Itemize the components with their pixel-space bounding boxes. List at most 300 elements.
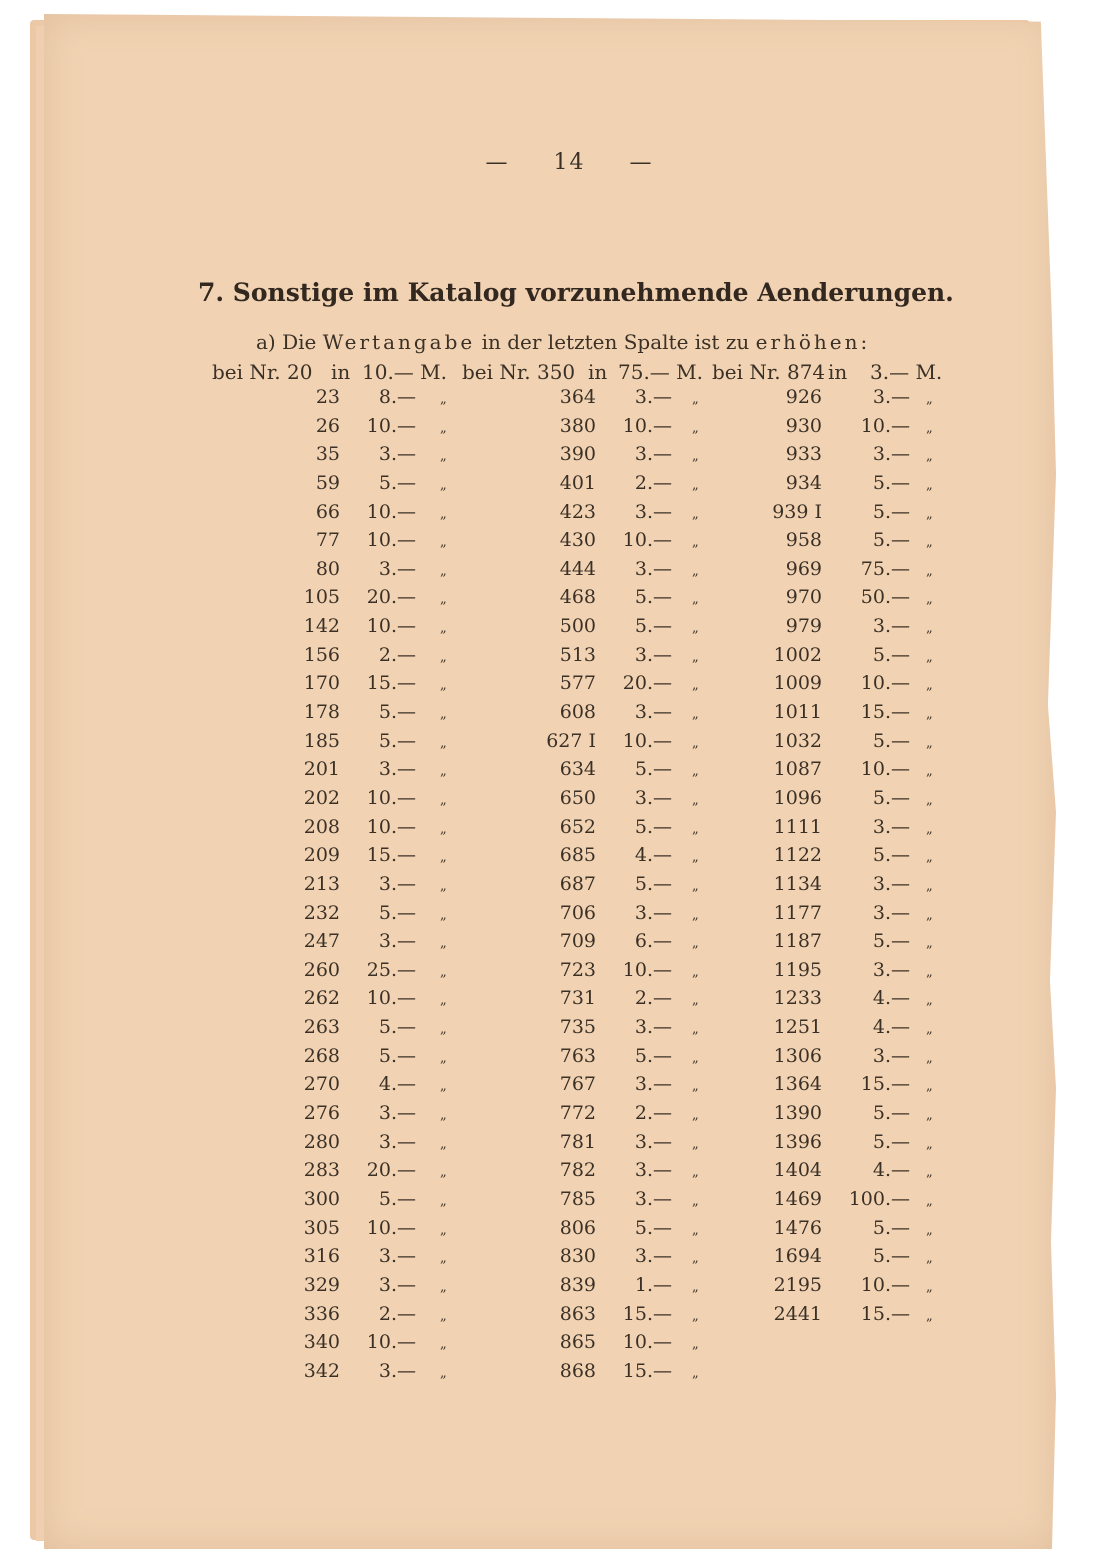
- entry-value: 3.—: [634, 1245, 672, 1268]
- entry-number: 970: [785, 586, 822, 609]
- entry-value: 3.—: [634, 386, 672, 408]
- entry-value: 20.—: [366, 586, 416, 609]
- entry-value: 5.—: [634, 1044, 672, 1067]
- entry-number: 958: [785, 529, 822, 552]
- entry-value: 5.—: [872, 643, 910, 666]
- entry-number: 930: [785, 414, 822, 437]
- entry-number: 979: [785, 615, 822, 638]
- entry-number: 380: [559, 414, 596, 437]
- entry-value: 5.—: [872, 529, 910, 552]
- entry-number: 202: [303, 786, 340, 809]
- entry-value: 10.—: [366, 1216, 416, 1239]
- entry-value: 3.—: [378, 1245, 416, 1268]
- ditto-mark: „: [440, 535, 447, 551]
- ditto-mark: „: [440, 764, 447, 780]
- entry-value: 3.—: [378, 1359, 416, 1382]
- ditto-mark: „: [692, 936, 699, 952]
- col3-first-value: 3.— M.: [870, 360, 943, 384]
- entry-value: 10.—: [366, 414, 416, 437]
- ditto-mark: „: [440, 936, 447, 952]
- ditto-mark: „: [440, 392, 447, 407]
- entry-value: 10.—: [622, 529, 672, 552]
- entry-value: 3.—: [634, 701, 672, 724]
- col2-first-in: in: [588, 360, 608, 384]
- ditto-mark: „: [692, 1222, 699, 1238]
- ditto-mark: „: [926, 1193, 933, 1209]
- entry-number: 577: [559, 672, 596, 695]
- entry-value: 3.—: [872, 386, 910, 408]
- ditto-mark: „: [692, 477, 699, 493]
- entry-value: 5.—: [378, 1044, 416, 1067]
- entry-value: 3.—: [378, 1130, 416, 1153]
- ditto-mark: „: [926, 678, 933, 694]
- ditto-mark: „: [926, 907, 933, 923]
- ditto-mark: „: [440, 1165, 447, 1181]
- entry-number: 723: [559, 958, 596, 981]
- entry-value: 5.—: [872, 786, 910, 809]
- entry-number: 263: [303, 1016, 340, 1039]
- ditto-mark: „: [440, 1308, 447, 1324]
- ditto-mark: „: [692, 392, 699, 407]
- entry-value: 5.—: [872, 1130, 910, 1153]
- entry-value: 5.—: [872, 471, 910, 494]
- entry-number: 270: [303, 1073, 340, 1096]
- ditto-mark: „: [440, 821, 447, 837]
- entry-value: 3.—: [634, 901, 672, 924]
- ditto-mark: „: [692, 1337, 699, 1353]
- entry-value: 5.—: [634, 872, 672, 895]
- entry-number: 329: [303, 1273, 340, 1296]
- ditto-mark: „: [926, 477, 933, 493]
- entry-number: 513: [559, 643, 596, 666]
- entry-value: 10.—: [622, 414, 672, 437]
- ditto-mark: „: [692, 1079, 699, 1095]
- entry-number: 142: [303, 615, 340, 638]
- ditto-mark: „: [692, 907, 699, 923]
- entry-number: 652: [559, 815, 596, 838]
- entry-value: 3.—: [378, 443, 416, 466]
- entry-number: 1177: [773, 901, 822, 924]
- entry-value: 15.—: [860, 1302, 910, 1325]
- ditto-mark: „: [440, 878, 447, 894]
- ditto-mark: „: [440, 1365, 447, 1381]
- ditto-mark: „: [692, 1022, 699, 1038]
- ditto-mark: „: [926, 1108, 933, 1124]
- ditto-mark: „: [926, 993, 933, 1009]
- entry-number: 156: [303, 643, 340, 666]
- entry-value: 10.—: [366, 815, 416, 838]
- entry-number: 1390: [773, 1102, 822, 1125]
- entry-value: 15.—: [622, 1359, 672, 1382]
- entry-value: 3.—: [634, 443, 672, 466]
- entry-value: 10.—: [860, 758, 910, 781]
- ditto-mark: „: [926, 878, 933, 894]
- entry-value: 10.—: [622, 1331, 672, 1354]
- entry-value: 5.—: [378, 1016, 416, 1039]
- entry-value: 75.—: [860, 557, 910, 580]
- subheading-spaced-word-2: erhöhen:: [755, 330, 871, 354]
- entry-value: 3.—: [378, 930, 416, 953]
- entry-value: 10.—: [622, 729, 672, 752]
- entry-value: 10.—: [860, 414, 910, 437]
- entry-value: 100.—: [848, 1187, 910, 1210]
- entry-value: 2.—: [378, 643, 416, 666]
- entry-number: 364: [559, 386, 596, 408]
- entry-number: 59: [315, 471, 340, 494]
- entry-value: 5.—: [634, 586, 672, 609]
- ditto-mark: „: [926, 649, 933, 665]
- entry-value: 3.—: [378, 1273, 416, 1296]
- entry-value: 3.—: [634, 557, 672, 580]
- entry-value: 2.—: [634, 1102, 672, 1125]
- entry-value: 3.—: [378, 872, 416, 895]
- ditto-mark: „: [692, 1193, 699, 1209]
- entry-number: 735: [559, 1016, 596, 1039]
- entry-number: 209: [303, 844, 340, 867]
- entry-number: 232: [303, 901, 340, 924]
- entry-number: 423: [559, 500, 596, 523]
- ditto-mark: „: [440, 477, 447, 493]
- entry-value: 10.—: [366, 615, 416, 638]
- entry-value: 10.—: [860, 1273, 910, 1296]
- col2-first-number: bei Nr. 350: [462, 360, 576, 384]
- entry-value: 5.—: [634, 758, 672, 781]
- entry-number: 1011: [773, 701, 822, 724]
- page-number: [0, 150, 1104, 175]
- entry-value: 3.—: [872, 615, 910, 638]
- ditto-mark: „: [926, 1022, 933, 1038]
- entry-number: 709: [559, 930, 596, 953]
- ditto-mark: „: [440, 621, 447, 637]
- entry-number: 1032: [773, 729, 822, 752]
- entry-value: 10.—: [366, 987, 416, 1010]
- ditto-mark: „: [926, 850, 933, 866]
- entry-number: 340: [303, 1331, 340, 1354]
- entry-number: 1404: [773, 1159, 822, 1182]
- entry-value: 2.—: [634, 471, 672, 494]
- ditto-mark: „: [926, 1251, 933, 1267]
- entry-number: 1694: [773, 1245, 822, 1268]
- entry-value: 3.—: [872, 901, 910, 924]
- ditto-mark: „: [692, 678, 699, 694]
- entry-number: 342: [303, 1359, 340, 1382]
- ditto-mark: „: [926, 621, 933, 637]
- entry-number: 401: [559, 471, 596, 494]
- subheading-spaced-word-1: Wertangabe: [322, 330, 476, 354]
- entry-number: 468: [559, 586, 596, 609]
- entry-value: 6.—: [634, 930, 672, 953]
- entry-value: 4.—: [378, 1073, 416, 1096]
- entry-value: 3.—: [872, 443, 910, 466]
- ditto-mark: „: [926, 821, 933, 837]
- ditto-mark: „: [440, 964, 447, 980]
- entry-number: 201: [303, 758, 340, 781]
- entry-value: 3.—: [378, 557, 416, 580]
- ditto-mark: „: [440, 1108, 447, 1124]
- entry-number: 260: [303, 958, 340, 981]
- entry-number: 500: [559, 615, 596, 638]
- ditto-mark: „: [692, 1251, 699, 1267]
- entry-number: 1195: [773, 958, 822, 981]
- page-number-value: 14: [553, 150, 586, 175]
- ditto-mark: „: [692, 792, 699, 808]
- entry-value: 5.—: [378, 701, 416, 724]
- entry-number: 213: [303, 872, 340, 895]
- entry-value: 5.—: [378, 1187, 416, 1210]
- ditto-mark: „: [692, 850, 699, 866]
- ditto-mark: „: [440, 707, 447, 723]
- ditto-mark: „: [440, 735, 447, 751]
- col1-first-number: bei Nr. 20: [212, 360, 313, 384]
- ditto-mark: „: [692, 707, 699, 723]
- ditto-mark: „: [692, 964, 699, 980]
- entry-number: 1364: [773, 1073, 822, 1096]
- ditto-mark: „: [692, 1136, 699, 1152]
- entry-number: 934: [785, 471, 822, 494]
- ditto-mark: „: [926, 707, 933, 723]
- entry-number: 685: [559, 844, 596, 867]
- entry-number: 806: [559, 1216, 596, 1239]
- entry-value: 3.—: [872, 1044, 910, 1067]
- entry-value: 5.—: [634, 815, 672, 838]
- entry-number: 2441: [773, 1302, 822, 1325]
- entry-number: 1002: [773, 643, 822, 666]
- entry-number: 868: [559, 1359, 596, 1382]
- ditto-mark: „: [692, 1279, 699, 1295]
- entry-value: 5.—: [872, 844, 910, 867]
- entry-value: 3.—: [872, 872, 910, 895]
- entry-value: 5.—: [872, 729, 910, 752]
- ditto-mark: „: [692, 535, 699, 551]
- col3-first-in: in: [828, 360, 848, 384]
- entry-number: 77: [315, 529, 340, 552]
- ditto-mark: „: [692, 1050, 699, 1066]
- ditto-mark: „: [440, 1193, 447, 1209]
- ditto-mark: „: [440, 1136, 447, 1152]
- entry-value: 4.—: [872, 1159, 910, 1182]
- ditto-mark: „: [692, 506, 699, 522]
- entry-number: 2195: [773, 1273, 822, 1296]
- entry-number: 1187: [773, 930, 822, 953]
- entry-number: 1476: [773, 1216, 822, 1239]
- entry-value: 5.—: [378, 729, 416, 752]
- entry-number: 1469: [773, 1187, 822, 1210]
- entry-number: 782: [559, 1159, 596, 1182]
- entry-value: 10.—: [366, 1331, 416, 1354]
- ditto-mark: „: [692, 764, 699, 780]
- ditto-mark: „: [692, 420, 699, 436]
- entry-number: 1251: [773, 1016, 822, 1039]
- entry-number: 280: [303, 1130, 340, 1153]
- ditto-mark: „: [440, 1222, 447, 1238]
- entry-number: 300: [303, 1187, 340, 1210]
- ditto-mark: „: [926, 1050, 933, 1066]
- subheading-prefix: a) Die: [256, 330, 317, 354]
- entry-number: 208: [303, 815, 340, 838]
- entry-value: 10.—: [366, 500, 416, 523]
- entry-value: 15.—: [366, 844, 416, 867]
- ditto-mark: „: [926, 535, 933, 551]
- ditto-mark: „: [926, 764, 933, 780]
- entry-number: 1396: [773, 1130, 822, 1153]
- ditto-mark: „: [440, 1337, 447, 1353]
- ditto-mark: „: [926, 506, 933, 522]
- entry-number: 785: [559, 1187, 596, 1210]
- entry-value: 5.—: [872, 1102, 910, 1125]
- ditto-mark: „: [926, 964, 933, 980]
- ditto-mark: „: [440, 420, 447, 436]
- entry-number: 66: [315, 500, 340, 523]
- entry-value: 5.—: [872, 500, 910, 523]
- ditto-mark: „: [926, 1222, 933, 1238]
- entry-value: 3.—: [634, 1073, 672, 1096]
- ditto-mark: „: [440, 506, 447, 522]
- entry-number: 781: [559, 1130, 596, 1153]
- entry-number: 1111: [773, 815, 822, 838]
- entry-value: 4.—: [872, 1016, 910, 1039]
- entry-number: 926: [785, 386, 822, 408]
- entry-value: 8.—: [378, 386, 416, 408]
- entry-value: 3.—: [378, 758, 416, 781]
- ditto-mark: „: [692, 1108, 699, 1124]
- entry-number: 185: [303, 729, 340, 752]
- ditto-mark: „: [926, 735, 933, 751]
- page-number-dash-left: —: [485, 150, 510, 175]
- entry-number: 305: [303, 1216, 340, 1239]
- ditto-mark: „: [926, 592, 933, 608]
- page-number-dash-right: —: [629, 150, 654, 175]
- entry-number: 763: [559, 1044, 596, 1067]
- entry-value: 3.—: [634, 1130, 672, 1153]
- entry-value: 5.—: [378, 901, 416, 924]
- entry-number: 430: [559, 529, 596, 552]
- entry-number: 276: [303, 1102, 340, 1125]
- ditto-mark: „: [926, 420, 933, 436]
- entry-number: 939 I: [772, 500, 822, 523]
- ditto-mark: „: [440, 449, 447, 465]
- entry-value: 3.—: [634, 1016, 672, 1039]
- ditto-mark: „: [926, 1279, 933, 1295]
- entry-number: 650: [559, 786, 596, 809]
- entry-number: 767: [559, 1073, 596, 1096]
- entry-value: 25.—: [366, 958, 416, 981]
- entry-number: 839: [559, 1273, 596, 1296]
- entry-value: 5.—: [872, 930, 910, 953]
- ditto-mark: „: [440, 563, 447, 579]
- entry-number: 772: [559, 1102, 596, 1125]
- ditto-mark: „: [440, 1251, 447, 1267]
- entry-number: 1233: [773, 987, 822, 1010]
- ditto-mark: „: [440, 1050, 447, 1066]
- entry-number: 80: [315, 557, 340, 580]
- entry-value: 10.—: [860, 672, 910, 695]
- entry-value: 5.—: [634, 615, 672, 638]
- ditto-mark: „: [926, 392, 933, 407]
- entry-number: 1087: [773, 758, 822, 781]
- entry-number: 706: [559, 901, 596, 924]
- entry-value: 2.—: [378, 1302, 416, 1325]
- ditto-mark: „: [926, 1165, 933, 1181]
- ditto-mark: „: [692, 449, 699, 465]
- entry-value: 10.—: [366, 529, 416, 552]
- entry-number: 262: [303, 987, 340, 1010]
- ditto-mark: „: [440, 792, 447, 808]
- entry-value: 3.—: [634, 643, 672, 666]
- entry-value: 5.—: [634, 1216, 672, 1239]
- subheading-middle: in der letzten Spalte ist zu: [481, 330, 750, 354]
- entry-number: 608: [559, 701, 596, 724]
- ditto-mark: „: [692, 592, 699, 608]
- entry-number: 23: [315, 386, 340, 408]
- entry-value: 3.—: [378, 1102, 416, 1125]
- entry-number: 1009: [773, 672, 822, 695]
- col3-first-number: bei Nr. 874: [712, 360, 826, 384]
- ditto-mark: „: [692, 878, 699, 894]
- entry-value: 15.—: [366, 672, 416, 695]
- entry-value: 3.—: [634, 786, 672, 809]
- entry-number: 863: [559, 1302, 596, 1325]
- entry-value: 3.—: [872, 815, 910, 838]
- entry-number: 170: [303, 672, 340, 695]
- ditto-mark: „: [926, 792, 933, 808]
- entry-value: 3.—: [634, 1159, 672, 1182]
- ditto-mark: „: [692, 649, 699, 665]
- entry-value: 3.—: [634, 1187, 672, 1210]
- entry-number: 316: [303, 1245, 340, 1268]
- entry-value: 15.—: [860, 701, 910, 724]
- col1-first-in: in: [331, 360, 351, 384]
- entry-value: 15.—: [860, 1073, 910, 1096]
- entry-value: 5.—: [378, 471, 416, 494]
- ditto-mark: „: [926, 1308, 933, 1324]
- entry-number: 830: [559, 1245, 596, 1268]
- ditto-mark: „: [926, 1136, 933, 1152]
- entry-value: 4.—: [872, 987, 910, 1010]
- entry-value: 4.—: [634, 844, 672, 867]
- entry-number: 1122: [773, 844, 822, 867]
- entry-number: 444: [559, 557, 596, 580]
- entry-number: 731: [559, 987, 596, 1010]
- ditto-mark: „: [926, 1079, 933, 1095]
- col1-first-value: 10.— M.: [362, 360, 447, 384]
- entry-number: 390: [559, 443, 596, 466]
- ditto-mark: „: [692, 735, 699, 751]
- ditto-mark: „: [692, 563, 699, 579]
- entry-number: 969: [785, 557, 822, 580]
- entry-number: 336: [303, 1302, 340, 1325]
- ditto-mark: „: [440, 1022, 447, 1038]
- entry-value: 10.—: [366, 786, 416, 809]
- ditto-mark: „: [692, 1365, 699, 1381]
- entry-value: 15.—: [622, 1302, 672, 1325]
- entry-value: 50.—: [860, 586, 910, 609]
- entry-number: 283: [303, 1159, 340, 1182]
- ditto-mark: „: [440, 678, 447, 694]
- ditto-mark: „: [440, 649, 447, 665]
- ditto-mark: „: [926, 563, 933, 579]
- ditto-mark: „: [440, 850, 447, 866]
- ditto-mark: „: [692, 621, 699, 637]
- ditto-mark: „: [440, 1279, 447, 1295]
- ditto-mark: „: [926, 449, 933, 465]
- entry-number: 634: [559, 758, 596, 781]
- entry-number: 1306: [773, 1044, 822, 1067]
- entry-number: 35: [315, 443, 340, 466]
- entry-value: 2.—: [634, 987, 672, 1010]
- subheading: [256, 330, 956, 354]
- entry-number: 105: [303, 586, 340, 609]
- entry-value: 10.—: [622, 958, 672, 981]
